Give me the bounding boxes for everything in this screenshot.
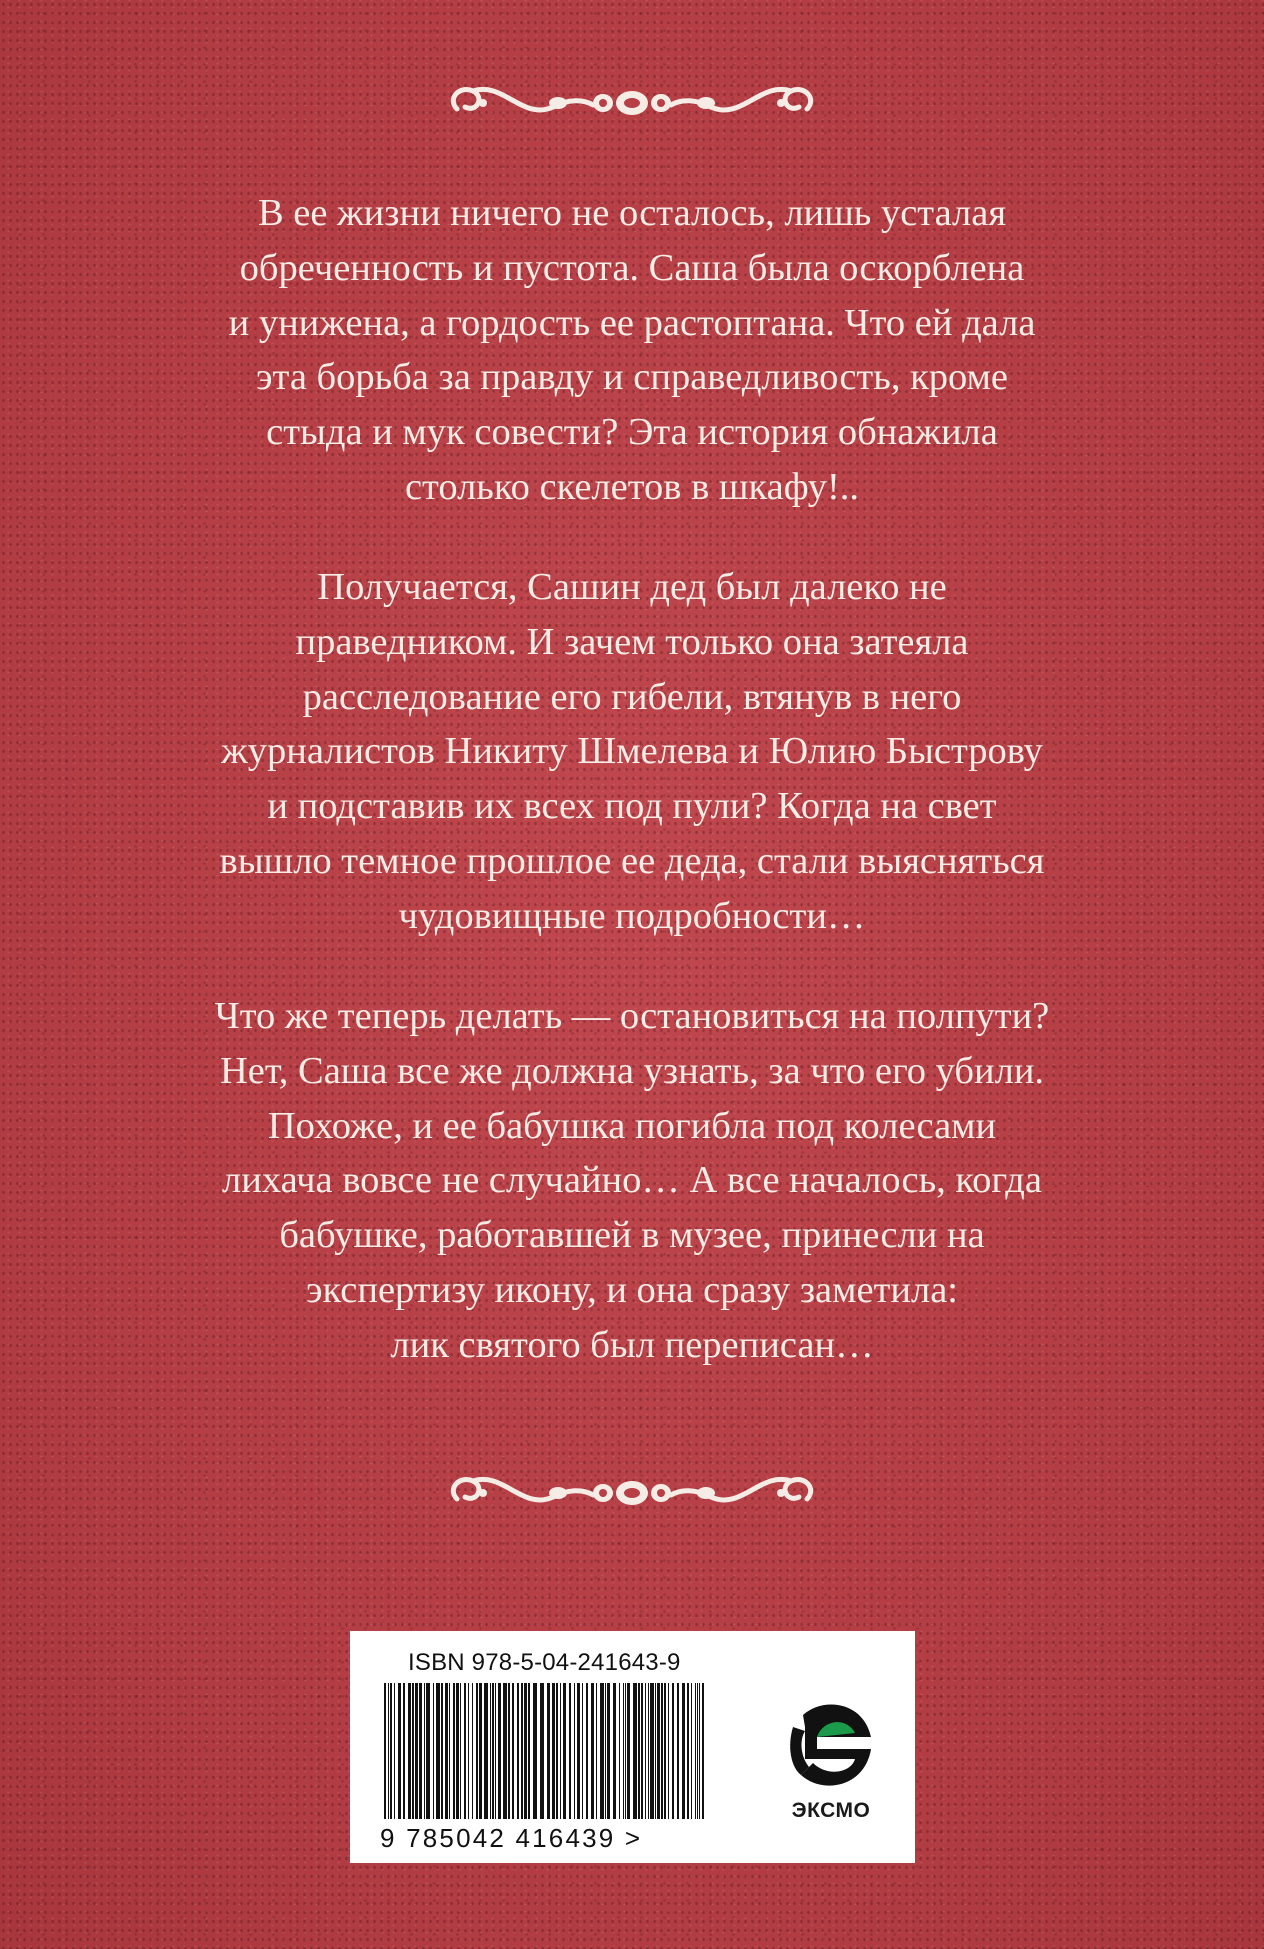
blurb-line: праведником. И зачем только она затеяла bbox=[295, 620, 969, 663]
barcode-bar bbox=[697, 1683, 698, 1819]
barcode-bar bbox=[412, 1683, 414, 1819]
blurb-line: чудовищные подробности… bbox=[398, 894, 866, 937]
barcode-bar bbox=[574, 1683, 575, 1819]
barcode-bar bbox=[596, 1683, 597, 1819]
barcode-bar bbox=[605, 1683, 606, 1819]
barcode-bar bbox=[607, 1683, 610, 1819]
barcode-bar bbox=[641, 1683, 643, 1819]
eksmo-logo-icon bbox=[783, 1697, 879, 1793]
blurb-line: Что же теперь делать — остановиться на полпути? bbox=[214, 995, 1050, 1037]
barcode-bar bbox=[586, 1683, 588, 1819]
ornament-bottom-icon bbox=[443, 1467, 821, 1519]
barcode-bar bbox=[456, 1683, 459, 1819]
barcode-bar bbox=[657, 1683, 660, 1819]
barcode-bar bbox=[415, 1683, 418, 1819]
barcode-bar bbox=[627, 1683, 630, 1819]
barcode-bar bbox=[524, 1683, 527, 1819]
barcode-bar bbox=[682, 1683, 685, 1819]
blurb-paragraph-1 bbox=[70, 186, 1194, 515]
barcode-bar bbox=[398, 1683, 401, 1819]
barcode-bar bbox=[638, 1683, 640, 1819]
blurb-line: Нет, Саша все же должна узнать, за что его убили. bbox=[219, 1049, 1045, 1092]
barcode-bar bbox=[547, 1683, 550, 1819]
barcode-bar bbox=[521, 1683, 523, 1819]
barcode-bar bbox=[691, 1683, 692, 1819]
barcode-icon bbox=[380, 1683, 710, 1819]
barcode-bar bbox=[563, 1683, 566, 1819]
barcode-bar bbox=[384, 1683, 386, 1819]
barcode-bar bbox=[677, 1683, 679, 1819]
barcode-bar bbox=[533, 1683, 537, 1819]
barcode-bar bbox=[441, 1683, 443, 1819]
barcode-bar bbox=[495, 1683, 496, 1819]
barcode-bar bbox=[419, 1683, 422, 1819]
barcode-bar bbox=[687, 1683, 689, 1819]
barcode-panel bbox=[350, 1631, 915, 1863]
barcode-bar bbox=[600, 1683, 604, 1819]
barcode-bar bbox=[582, 1683, 583, 1819]
barcode-bar bbox=[664, 1683, 666, 1819]
blurb-line: вышло темное прошлое ее деда, стали выясняться bbox=[219, 839, 1045, 882]
barcode-bar bbox=[484, 1683, 488, 1819]
barcode-bar bbox=[436, 1683, 440, 1819]
barcode-bar bbox=[577, 1683, 580, 1819]
barcode-bar bbox=[468, 1683, 469, 1819]
barcode-bar bbox=[560, 1683, 561, 1819]
blurb-line: Получается, Сашин дед был далеко не bbox=[317, 566, 947, 608]
barcode-bar bbox=[517, 1683, 519, 1819]
blurb-line: бабушке, работавшей в музее, принесли на bbox=[279, 1214, 985, 1257]
barcode-bar bbox=[695, 1683, 696, 1819]
blurb-line: и унижена, а гордость ее растоптана. Что ей дала bbox=[228, 301, 1036, 344]
blurb-line: лик святого был переписан… bbox=[390, 1323, 874, 1366]
blurb-line: эта борьба за правду и справедливость, кроме bbox=[256, 356, 1008, 399]
barcode-bar bbox=[699, 1683, 700, 1819]
barcode-bar bbox=[661, 1683, 663, 1819]
barcode-bar bbox=[648, 1683, 649, 1819]
blurb-line: расследование его гибели, втянув в него bbox=[302, 675, 962, 718]
barcode-bar bbox=[388, 1683, 389, 1819]
blurb-paragraph-3 bbox=[70, 989, 1194, 1373]
barcode-bar bbox=[433, 1683, 434, 1819]
barcode-bar bbox=[490, 1683, 491, 1819]
barcode-bar bbox=[464, 1683, 466, 1819]
blurb-line: обреченность и пустота. Саша была оскорблена bbox=[239, 246, 1025, 289]
blurb-line: журналистов Никиту Шмелева и Юлию Быстрову bbox=[221, 730, 1043, 773]
blurb-line: В ее жизни ничего не осталось, лишь усталая bbox=[257, 192, 1007, 234]
barcode-bar bbox=[472, 1683, 473, 1819]
publisher-name: ЭКСМО bbox=[791, 1799, 871, 1822]
barcode-bar bbox=[552, 1683, 555, 1819]
barcode-bar bbox=[569, 1683, 571, 1819]
barcode-bar bbox=[453, 1683, 455, 1819]
barcode-bar bbox=[449, 1683, 450, 1819]
barcode-bar bbox=[479, 1683, 482, 1819]
barcode-bar bbox=[394, 1683, 395, 1819]
barcode-bar bbox=[498, 1683, 501, 1819]
blurb-line: столько скелетов в шкафу!.. bbox=[404, 465, 860, 508]
barcode-bar bbox=[492, 1683, 494, 1819]
barcode-bar bbox=[650, 1683, 654, 1819]
barcode-bar bbox=[426, 1683, 430, 1819]
barcode-bar bbox=[408, 1683, 411, 1819]
blurb-line: Похоже, и ее бабушка погибла под колесами bbox=[267, 1104, 997, 1147]
barcode-bar bbox=[390, 1683, 392, 1819]
barcode-bar bbox=[668, 1683, 669, 1819]
barcode-bar bbox=[702, 1683, 704, 1819]
barcode-bar bbox=[672, 1683, 674, 1819]
barcode-bar bbox=[591, 1683, 594, 1819]
barcode-bar bbox=[503, 1683, 507, 1819]
barcode-bar bbox=[619, 1683, 620, 1819]
barcode-bar bbox=[512, 1683, 514, 1819]
barcode-bar bbox=[633, 1683, 637, 1819]
barcode-bar bbox=[528, 1683, 530, 1819]
barcode-bar bbox=[540, 1683, 544, 1819]
barcode-bar bbox=[556, 1683, 558, 1819]
blurb-line: и подставив их всех под пули? Когда на свет bbox=[267, 785, 997, 828]
blurb-paragraph-2 bbox=[70, 560, 1194, 944]
barcode-bar bbox=[645, 1683, 646, 1819]
barcode-digits: 9 785042 416439 > bbox=[380, 1823, 643, 1853]
ornament-top-icon bbox=[443, 77, 821, 129]
blurb-line: экспертизу икону, и она сразу заметила: bbox=[305, 1268, 959, 1311]
blurb-line: лихача вовсе не случайно… А все началось, когда bbox=[222, 1159, 1042, 1202]
barcode-bar bbox=[655, 1683, 656, 1819]
barcode-bar bbox=[445, 1683, 448, 1819]
barcode-bar bbox=[508, 1683, 510, 1819]
isbn-label: ISBN 978-5-04-241643-9 bbox=[408, 1649, 681, 1676]
barcode-bar bbox=[613, 1683, 616, 1819]
blurb-line: стыда и мук совести? Эта история обнажила bbox=[266, 411, 998, 454]
barcode-bar bbox=[625, 1683, 626, 1819]
barcode-bar bbox=[623, 1683, 624, 1819]
barcode-bar bbox=[424, 1683, 425, 1819]
barcode-bar bbox=[403, 1683, 405, 1819]
barcode-bar bbox=[476, 1683, 478, 1819]
barcode-bar bbox=[460, 1683, 461, 1819]
